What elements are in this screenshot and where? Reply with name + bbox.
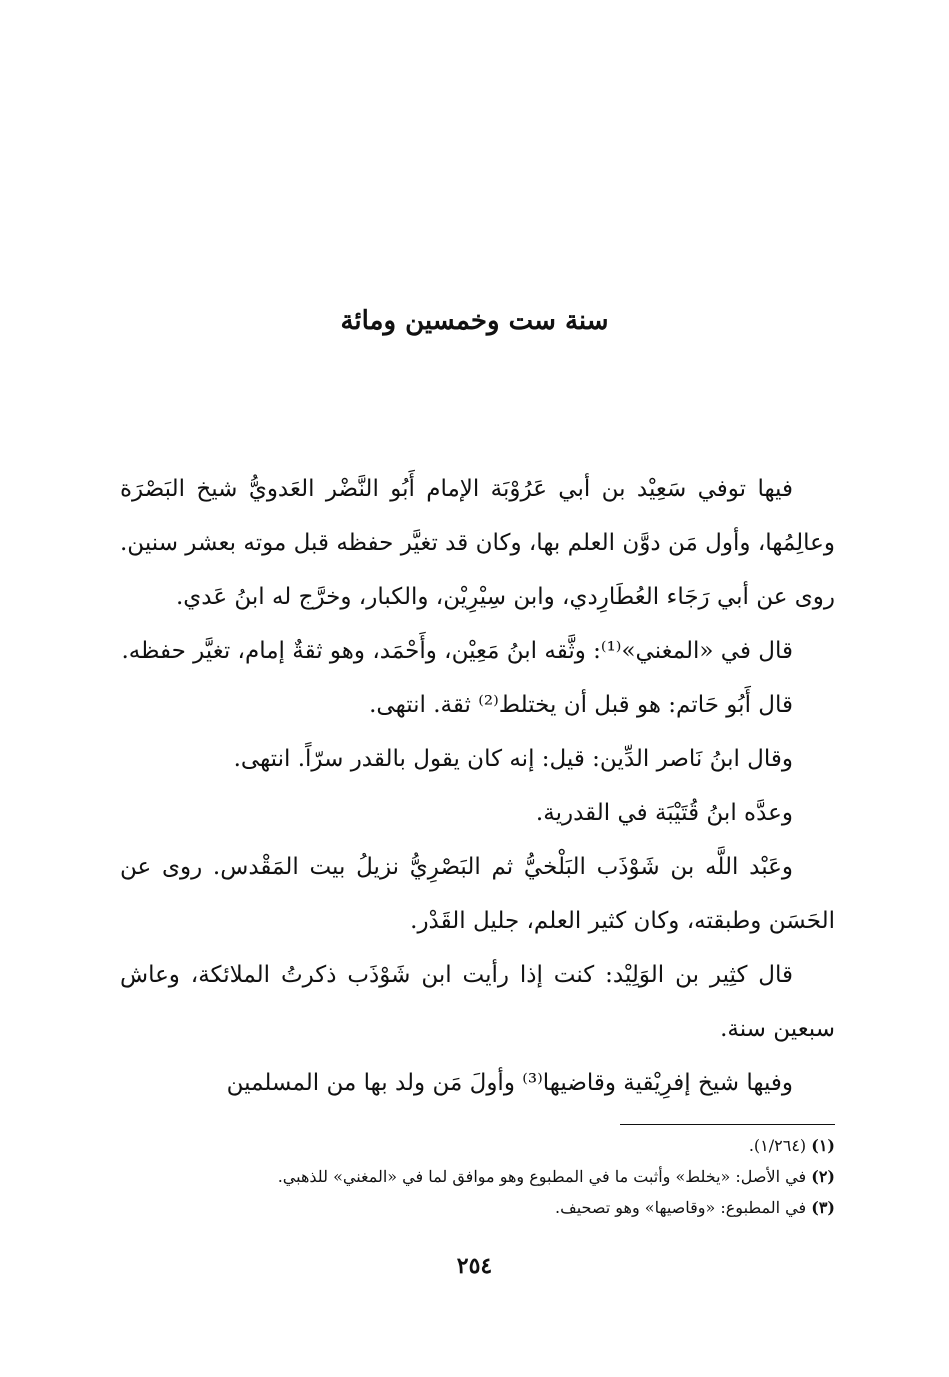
paragraph: قال في «المغني»⁽¹⁾: وثَّقه ابنُ مَعِيْن، وأَحْمَد، وهو ثقةٌ إمام، تغيَّر حفظه. xyxy=(121,638,793,664)
footnote-text: في المطبوع: «وقاصيها» وهو تصحيف. xyxy=(555,1198,807,1217)
footnote xyxy=(120,1130,835,1161)
paragraph: وفيها شيخ إفرِيْقية وقاضيها⁽³⁾ وأولَ مَن ولد بها من المسلمين xyxy=(226,1070,793,1096)
main-text xyxy=(120,462,835,1110)
page-title: سنة ست وخمسين ومائة xyxy=(340,306,609,337)
footnote-text: في الأصل: «يخلط» وأثبت ما في المطبوع وهو موافق لما في «المغني» للذهبي. xyxy=(277,1167,807,1186)
footnote-number: (١) xyxy=(811,1136,835,1155)
paragraph: فيها توفي سَعِيْد بن أبي عَرُوْبَة الإمام أَبُو النَّضْر العَدويُّ شيخ البَصْرَة وعالِمُها، وأول مَن دوَّن العلم بها، وكان قد تغيَّر حفظه قبل موته بعشر سنين. روى عن أبي رَجَاء العُطَارِدي، وابن سِيْرِيْن، والكبار، وخرَّج له ابنُ عَدي. xyxy=(120,476,835,610)
paragraph: وعَبْد اللَّه بن شَوْذَب البَلْخيُّ ثم البَصْرِيُّ نزيلُ بيت المَقْدس. روى عن الحَسَن وطبقته، وكان كثير العلم، جليل القَدْر. xyxy=(120,854,835,934)
footnote xyxy=(120,1161,835,1192)
footnote-divider xyxy=(620,1124,835,1125)
page-number: ٢٥٤ xyxy=(456,1253,493,1279)
paragraph: قال أَبُو حَاتم: هو قبل أن يختلط⁽²⁾ ثقة. انتهى. xyxy=(369,692,793,718)
footnote-text: (١/٢٦٤). xyxy=(748,1136,807,1155)
paragraph: قال كثِير بن الوَلِيْد: كنت إذا رأيت ابن شَوْذَب ذكرتُ الملائكة، وعاش سبعين سنة. xyxy=(120,962,835,1042)
footnote-number: (٢) xyxy=(811,1167,835,1186)
paragraph: وعدَّه ابنُ قُتَيْبَة في القدرية. xyxy=(535,800,793,826)
footnote-number: (٣) xyxy=(811,1198,835,1217)
paragraph: وقال ابنُ نَاصر الدِّين: قيل: إنه كان يقول بالقدر سرّاً. انتهى. xyxy=(233,746,793,772)
footnotes xyxy=(120,1130,835,1223)
footnote xyxy=(120,1192,835,1223)
